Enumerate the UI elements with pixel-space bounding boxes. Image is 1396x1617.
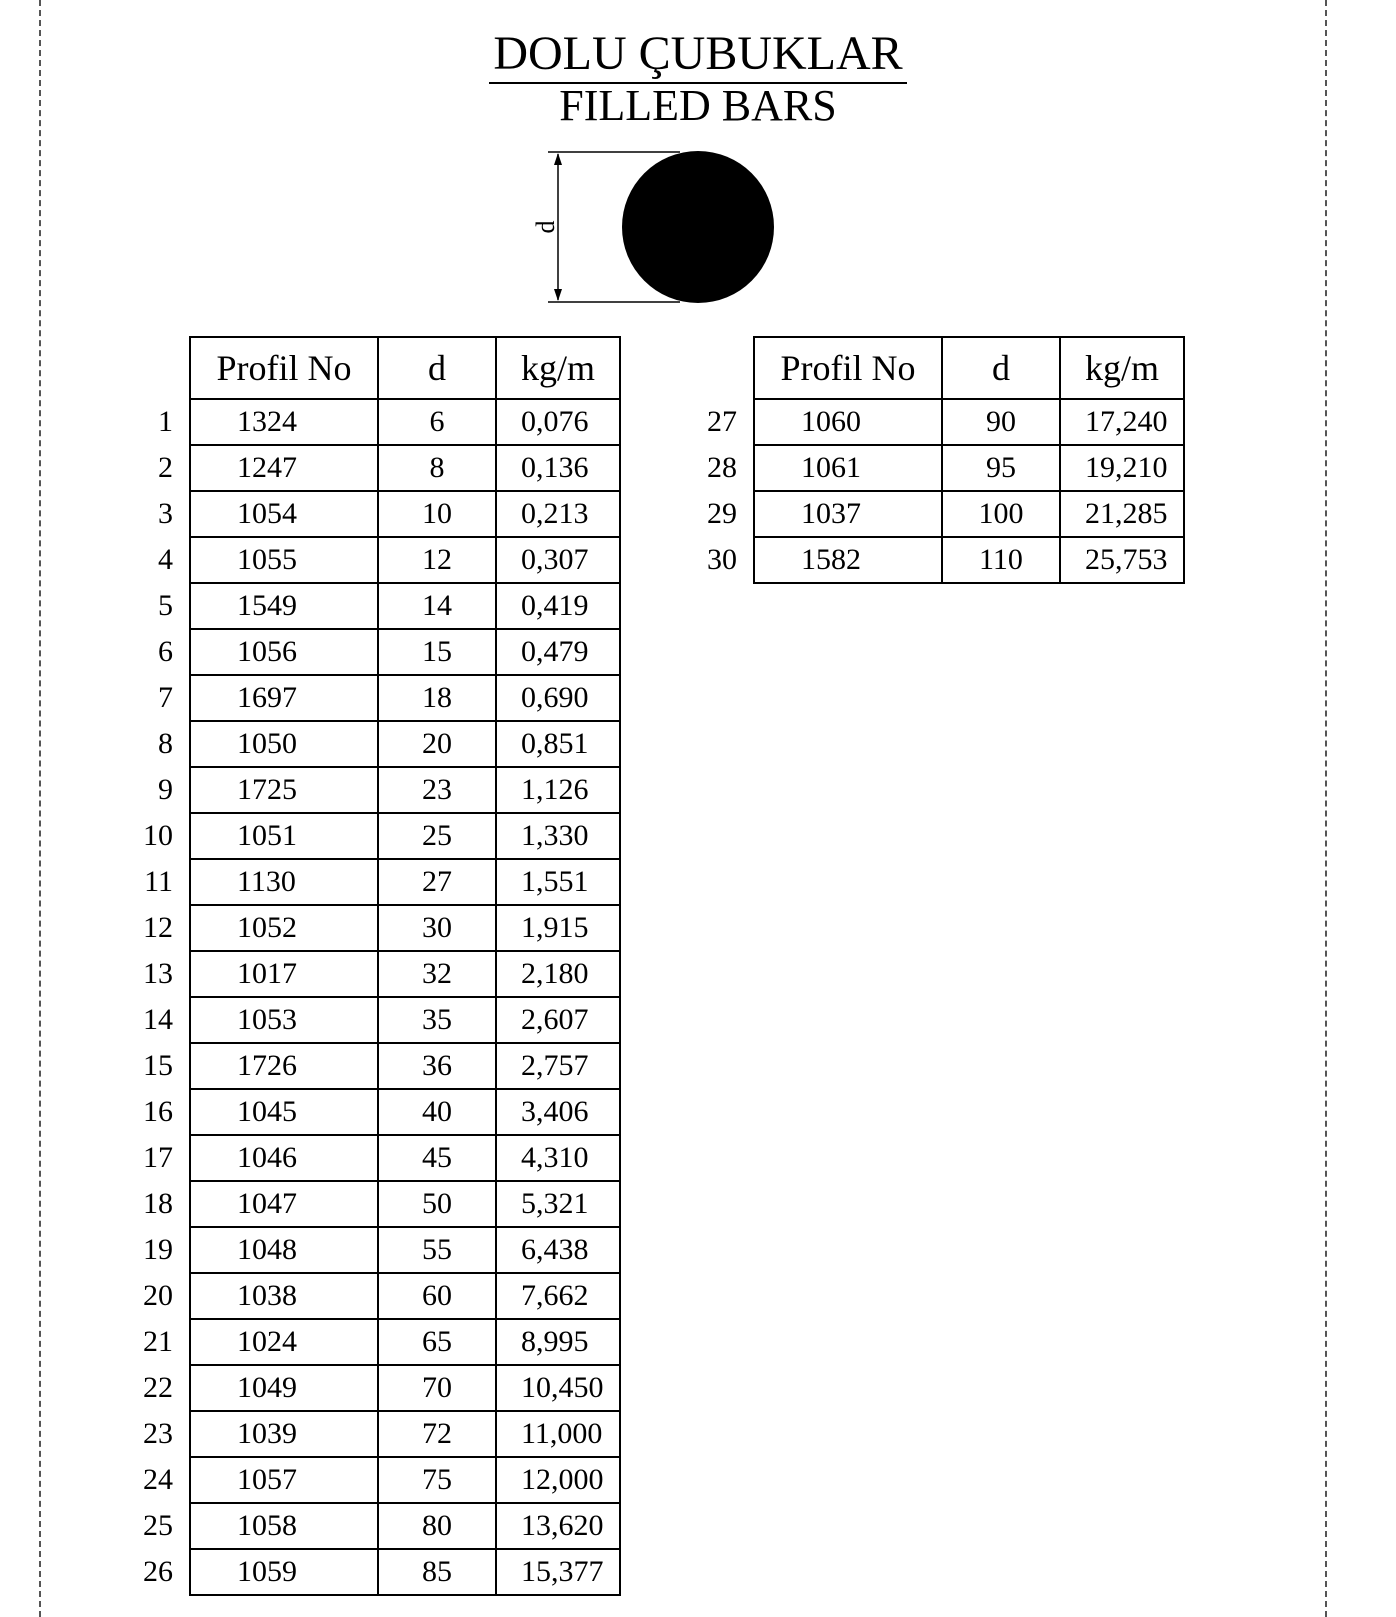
table-row (128, 1135, 620, 1181)
profile-no-cell: 1324 (190, 399, 378, 445)
weight-per-meter-cell: 13,620 (496, 1503, 620, 1549)
table-row (128, 1227, 620, 1273)
row-index: 3 (158, 497, 173, 530)
table-row (128, 675, 620, 721)
profile-no-cell: 1052 (190, 905, 378, 951)
diameter-cell: 20 (378, 721, 496, 767)
profile-no-cell: 1059 (190, 1549, 378, 1595)
diameter-cell: 23 (378, 767, 496, 813)
table-row (692, 491, 1184, 537)
weight-per-meter-cell: 1,330 (496, 813, 620, 859)
row-index: 14 (143, 1003, 173, 1036)
page-subtitle: FILLED BARS (559, 81, 837, 130)
row-index: 23 (143, 1417, 173, 1450)
weight-per-meter-cell: 11,000 (496, 1411, 620, 1457)
diameter-cell: 8 (378, 445, 496, 491)
table-row (128, 1181, 620, 1227)
profile-no-cell: 1024 (190, 1319, 378, 1365)
profile-no-cell: 1055 (190, 537, 378, 583)
row-index: 20 (143, 1279, 173, 1312)
diameter-cell: 60 (378, 1273, 496, 1319)
diameter-cell: 40 (378, 1089, 496, 1135)
row-index: 16 (143, 1095, 173, 1128)
row-index: 2 (158, 451, 173, 484)
profile-no-cell: 1725 (190, 767, 378, 813)
diameter-cell: 50 (378, 1181, 496, 1227)
table-header-row (692, 337, 1184, 399)
d-header: d (378, 337, 496, 399)
weight-per-meter-cell: 0,136 (496, 445, 620, 491)
row-index: 24 (143, 1463, 173, 1496)
filled-bar-circle-icon (622, 151, 774, 303)
diameter-cell: 45 (378, 1135, 496, 1181)
profile-no-cell: 1039 (190, 1411, 378, 1457)
weight-per-meter-cell: 4,310 (496, 1135, 620, 1181)
weight-per-meter-cell: 1,551 (496, 859, 620, 905)
row-index: 21 (143, 1325, 173, 1358)
row-index: 15 (143, 1049, 173, 1082)
profile-no-cell: 1054 (190, 491, 378, 537)
row-index: 27 (707, 405, 737, 438)
weight-per-meter-cell: 10,450 (496, 1365, 620, 1411)
diameter-cell: 15 (378, 629, 496, 675)
weight-per-meter-cell: 12,000 (496, 1457, 620, 1503)
d-header: d (942, 337, 1060, 399)
row-index: 4 (158, 543, 173, 576)
table-row (128, 1411, 620, 1457)
page-title (0, 27, 1396, 84)
row-index: 29 (707, 497, 737, 530)
weight-per-meter-cell: 25,753 (1060, 537, 1184, 583)
profile-no-cell: 1047 (190, 1181, 378, 1227)
table-row (128, 1365, 620, 1411)
weight-per-meter-cell: 2,180 (496, 951, 620, 997)
weight-per-meter-cell: 8,995 (496, 1319, 620, 1365)
table-row (128, 859, 620, 905)
profile-no-cell: 1048 (190, 1227, 378, 1273)
table-row (128, 767, 620, 813)
row-index: 12 (143, 911, 173, 944)
profile-no-cell: 1050 (190, 721, 378, 767)
diameter-cell: 100 (942, 491, 1060, 537)
diameter-cell: 6 (378, 399, 496, 445)
diameter-cell: 32 (378, 951, 496, 997)
profile-table-right (692, 336, 1185, 584)
diameter-cell: 95 (942, 445, 1060, 491)
dimension-arrow-top-icon (554, 153, 562, 165)
profile-no-cell: 1038 (190, 1273, 378, 1319)
row-index: 5 (158, 589, 173, 622)
row-index: 22 (143, 1371, 173, 1404)
weight-per-meter-cell: 17,240 (1060, 399, 1184, 445)
diameter-cell: 30 (378, 905, 496, 951)
profile-no-cell: 1053 (190, 997, 378, 1043)
weight-per-meter-cell: 6,438 (496, 1227, 620, 1273)
weight-per-meter-cell: 1,126 (496, 767, 620, 813)
diameter-cell: 85 (378, 1549, 496, 1595)
index-header (692, 337, 754, 399)
page-title-text: DOLU ÇUBUKLAR (489, 30, 906, 84)
row-index: 18 (143, 1187, 173, 1220)
weight-per-meter-cell: 0,307 (496, 537, 620, 583)
row-index: 7 (158, 681, 173, 714)
kgm-header: kg/m (1060, 337, 1184, 399)
table-row (128, 997, 620, 1043)
table-row (692, 537, 1184, 583)
row-index: 25 (143, 1509, 173, 1542)
row-index: 13 (143, 957, 173, 990)
table-row (128, 583, 620, 629)
bar-cross-section-drawing (530, 146, 800, 316)
bar-cross-section-figure (530, 146, 800, 316)
profile-no-cell: 1058 (190, 1503, 378, 1549)
profile-no-cell: 1549 (190, 583, 378, 629)
weight-per-meter-cell: 19,210 (1060, 445, 1184, 491)
profile-no-cell: 1045 (190, 1089, 378, 1135)
index-header (128, 337, 190, 399)
profile-no-cell: 1017 (190, 951, 378, 997)
table-row (128, 537, 620, 583)
diameter-cell: 65 (378, 1319, 496, 1365)
row-index: 11 (144, 865, 173, 898)
page-border-right (1325, 0, 1327, 1617)
table-row (128, 1549, 620, 1595)
row-index: 17 (143, 1141, 173, 1174)
profile-no-cell: 1697 (190, 675, 378, 721)
table-row (128, 445, 620, 491)
profile-no-cell: 1060 (754, 399, 942, 445)
profile-no-header: Profil No (754, 337, 942, 399)
table-row (692, 445, 1184, 491)
table-row (128, 905, 620, 951)
diameter-cell: 55 (378, 1227, 496, 1273)
dimension-label: d (530, 220, 560, 234)
profile-no-cell: 1051 (190, 813, 378, 859)
diameter-cell: 90 (942, 399, 1060, 445)
profile-no-cell: 1726 (190, 1043, 378, 1089)
diameter-cell: 36 (378, 1043, 496, 1089)
weight-per-meter-cell: 3,406 (496, 1089, 620, 1135)
weight-per-meter-cell: 0,076 (496, 399, 620, 445)
table-row (128, 813, 620, 859)
weight-per-meter-cell: 0,851 (496, 721, 620, 767)
weight-per-meter-cell: 0,479 (496, 629, 620, 675)
row-index: 10 (143, 819, 173, 852)
weight-per-meter-cell: 2,757 (496, 1043, 620, 1089)
row-index: 19 (143, 1233, 173, 1266)
diameter-cell: 14 (378, 583, 496, 629)
table-row (128, 1273, 620, 1319)
profile-no-header: Profil No (190, 337, 378, 399)
table-row (128, 1457, 620, 1503)
table-row (128, 491, 620, 537)
diameter-cell: 70 (378, 1365, 496, 1411)
row-index: 26 (143, 1555, 173, 1588)
diameter-cell: 80 (378, 1503, 496, 1549)
profile-no-cell: 1049 (190, 1365, 378, 1411)
table-row (128, 399, 620, 445)
weight-per-meter-cell: 2,607 (496, 997, 620, 1043)
weight-per-meter-cell: 0,690 (496, 675, 620, 721)
table-row (128, 1503, 620, 1549)
weight-per-meter-cell: 0,213 (496, 491, 620, 537)
row-index: 8 (158, 727, 173, 760)
diameter-cell: 35 (378, 997, 496, 1043)
table-row (692, 399, 1184, 445)
table-row (128, 721, 620, 767)
table-row (128, 951, 620, 997)
diameter-cell: 18 (378, 675, 496, 721)
table-row (128, 1043, 620, 1089)
row-index: 9 (158, 773, 173, 806)
diameter-cell: 110 (942, 537, 1060, 583)
row-index: 1 (158, 405, 173, 438)
weight-per-meter-cell: 5,321 (496, 1181, 620, 1227)
weight-per-meter-cell: 15,377 (496, 1549, 620, 1595)
profile-no-cell: 1057 (190, 1457, 378, 1503)
weight-per-meter-cell: 7,662 (496, 1273, 620, 1319)
profile-no-cell: 1061 (754, 445, 942, 491)
profile-no-cell: 1247 (190, 445, 378, 491)
profile-table-left (128, 336, 621, 1596)
table-row (128, 1089, 620, 1135)
diameter-cell: 72 (378, 1411, 496, 1457)
diameter-cell: 25 (378, 813, 496, 859)
row-index: 30 (707, 543, 737, 576)
profile-no-cell: 1056 (190, 629, 378, 675)
kgm-header: kg/m (496, 337, 620, 399)
diameter-cell: 75 (378, 1457, 496, 1503)
table-header-row (128, 337, 620, 399)
row-index: 28 (707, 451, 737, 484)
weight-per-meter-cell: 0,419 (496, 583, 620, 629)
diameter-cell: 12 (378, 537, 496, 583)
weight-per-meter-cell: 21,285 (1060, 491, 1184, 537)
diameter-cell: 10 (378, 491, 496, 537)
profile-no-cell: 1130 (190, 859, 378, 905)
profile-no-cell: 1046 (190, 1135, 378, 1181)
row-index: 6 (158, 635, 173, 668)
dimension-arrow-bottom-icon (554, 289, 562, 301)
weight-per-meter-cell: 1,915 (496, 905, 620, 951)
page-border-left (39, 0, 41, 1617)
table-row (128, 1319, 620, 1365)
profile-no-cell: 1582 (754, 537, 942, 583)
diameter-cell: 27 (378, 859, 496, 905)
table-row (128, 629, 620, 675)
profile-no-cell: 1037 (754, 491, 942, 537)
